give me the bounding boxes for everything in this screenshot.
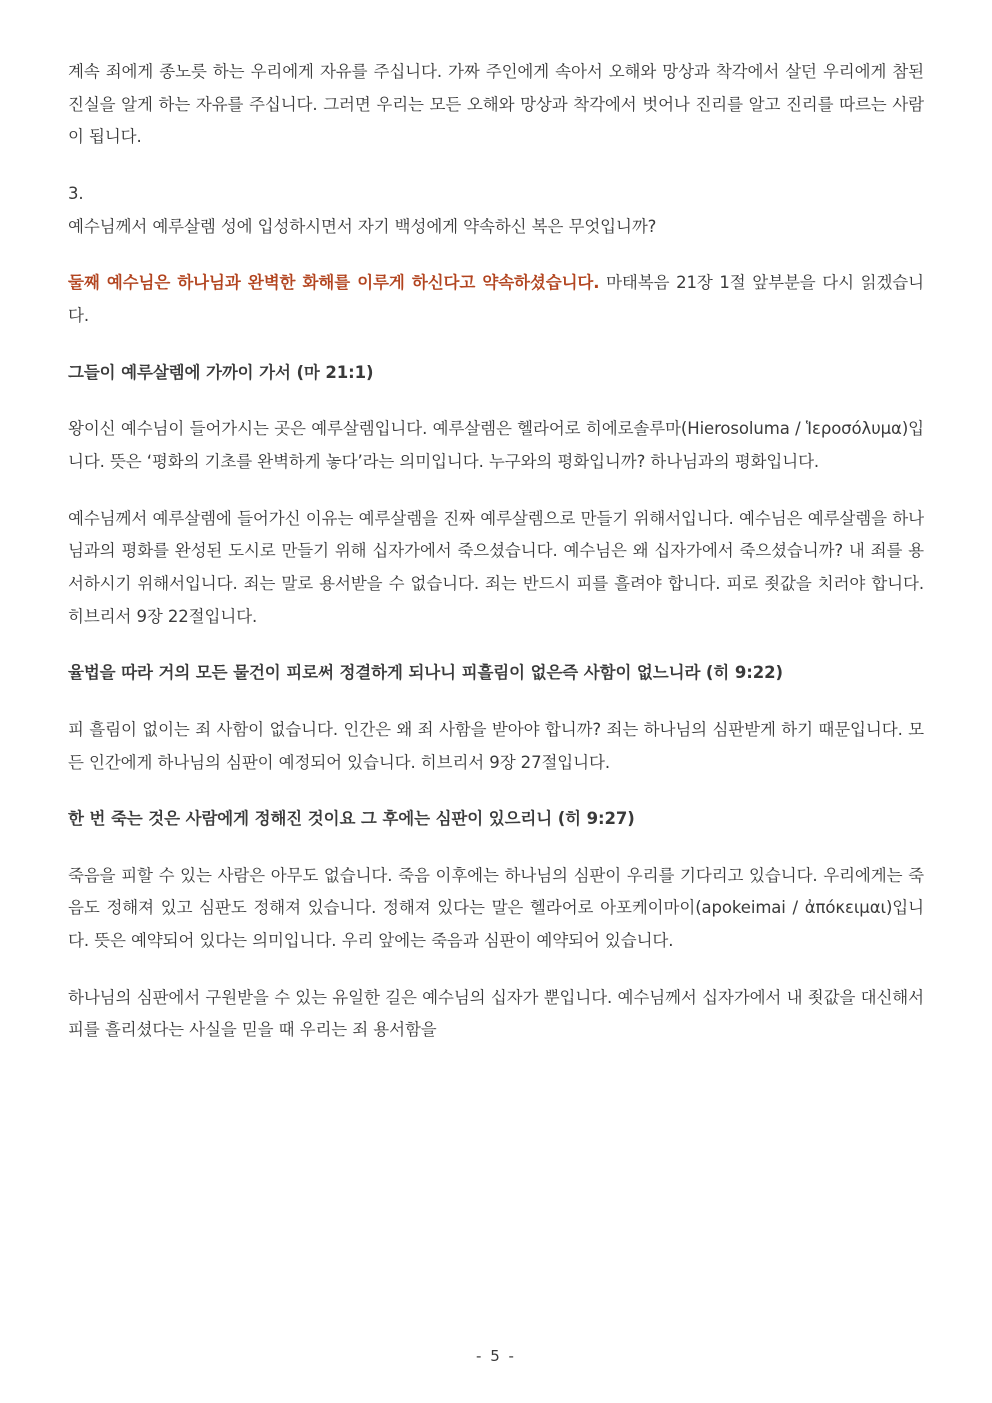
scripture-quote-heb9-22: 율법을 따라 거의 모든 물건이 피로써 정결하게 되나니 피흘림이 없은즉 사함이 없느니라 (히 9:22) [68, 663, 783, 683]
paragraph-jerusalem-meaning: 왕이신 예수님이 들어가시는 곳은 예루살렘입니다. 예루살렘은 헬라어로 히에로솔루마(Hierosoluma / Ἱεροσόλυμα)입니다. 뜻은 ‘평화의 기초를 완벽하게 놓다’라는 의미입니다. 누구와의 평화입니까? 하나님과의 평화입니다. [68, 419, 924, 471]
section-heading-rest: 마태복음 21장 1절 앞부분을 다시 읽겠습니다. [68, 273, 924, 325]
paragraph-cross-forgiveness: 예수님께서 예루살렘에 들어가신 이유는 예루살렘을 진짜 예루살렘으로 만들기 위해서입니다. 예수님은 예루살렘을 하나님과의 평화를 완성된 도시로 만들기 위해 십자가에서 죽으셨습니다. 예수님은 왜 십자가에서 죽으셨습니까? 내 죄를 용서하시기 위해서입니다. 죄는 말로 용서받을 수 없습니다. 죄는 반드시 피를 흘려야 합니다. 피로 죗값을 치러야 합니다. 히브리서 9장 22절입니다. [68, 508, 924, 626]
scripture-quote-mt21-1: 그들이 예루살렘에 가까이 가서 (마 21:1) [68, 362, 374, 382]
section-heading-red: 둘째 예수님은 하나님과 완벽한 화해를 이루게 하신다고 약속하셨습니다. [68, 273, 600, 293]
question-number: 3. [68, 183, 84, 203]
paragraph-intro: 계속 죄에게 종노릇 하는 우리에게 자유를 주십니다. 가짜 주인에게 속아서 오해와 망상과 착각에서 살던 우리에게 참된 진실을 알게 하는 자유를 주십니다. 그러면 우리는 모든 오해와 망상과 착각에서 벗어나 진리를 알고 진리를 따르는 사람이 됩니다. [68, 62, 924, 147]
question-text: 예수님께서 예루살렘 성에 입성하시면서 자기 백성에게 약속하신 복은 무엇입니까? [68, 216, 657, 236]
paragraph-judgment: 피 흘림이 없이는 죄 사함이 없습니다. 인간은 왜 죄 사함을 받아야 합니까? 죄는 하나님의 심판받게 하기 때문입니다. 모든 인간에게 하나님의 심판이 예정되어 있습니다. 히브리서 9장 27절입니다. [68, 719, 924, 772]
page-number-footer: - 5 - [476, 1347, 516, 1365]
scripture-quote-heb9-27: 한 번 죽는 것은 사람에게 정해진 것이요 그 후에는 심판이 있으리니 (히 9:27) [68, 809, 635, 829]
section-heading-paragraph [68, 267, 924, 332]
paragraph-salvation: 하나님의 심판에서 구원받을 수 있는 유일한 길은 예수님의 십자가 뿐입니다. 예수님께서 십자가에서 내 죗값을 대신해서 피를 흘리셨다는 사실을 믿을 때 우리는 죄 용서함을 [68, 987, 924, 1040]
paragraph-apokeimai: 죽음을 피할 수 있는 사람은 아무도 없습니다. 죽음 이후에는 하나님의 심판이 우리를 기다리고 있습니다. 우리에게는 죽음도 정해져 있고 심판도 정해져 있습니다. 정해져 있다는 말은 헬라어로 아포케이마이(apokeimai / ἀπόκειμαι)입니다. 뜻은 예약되어 있다는 의미입니다. 우리 앞에는 죽음과 심판이 예약되어 있습니다. [68, 865, 924, 951]
